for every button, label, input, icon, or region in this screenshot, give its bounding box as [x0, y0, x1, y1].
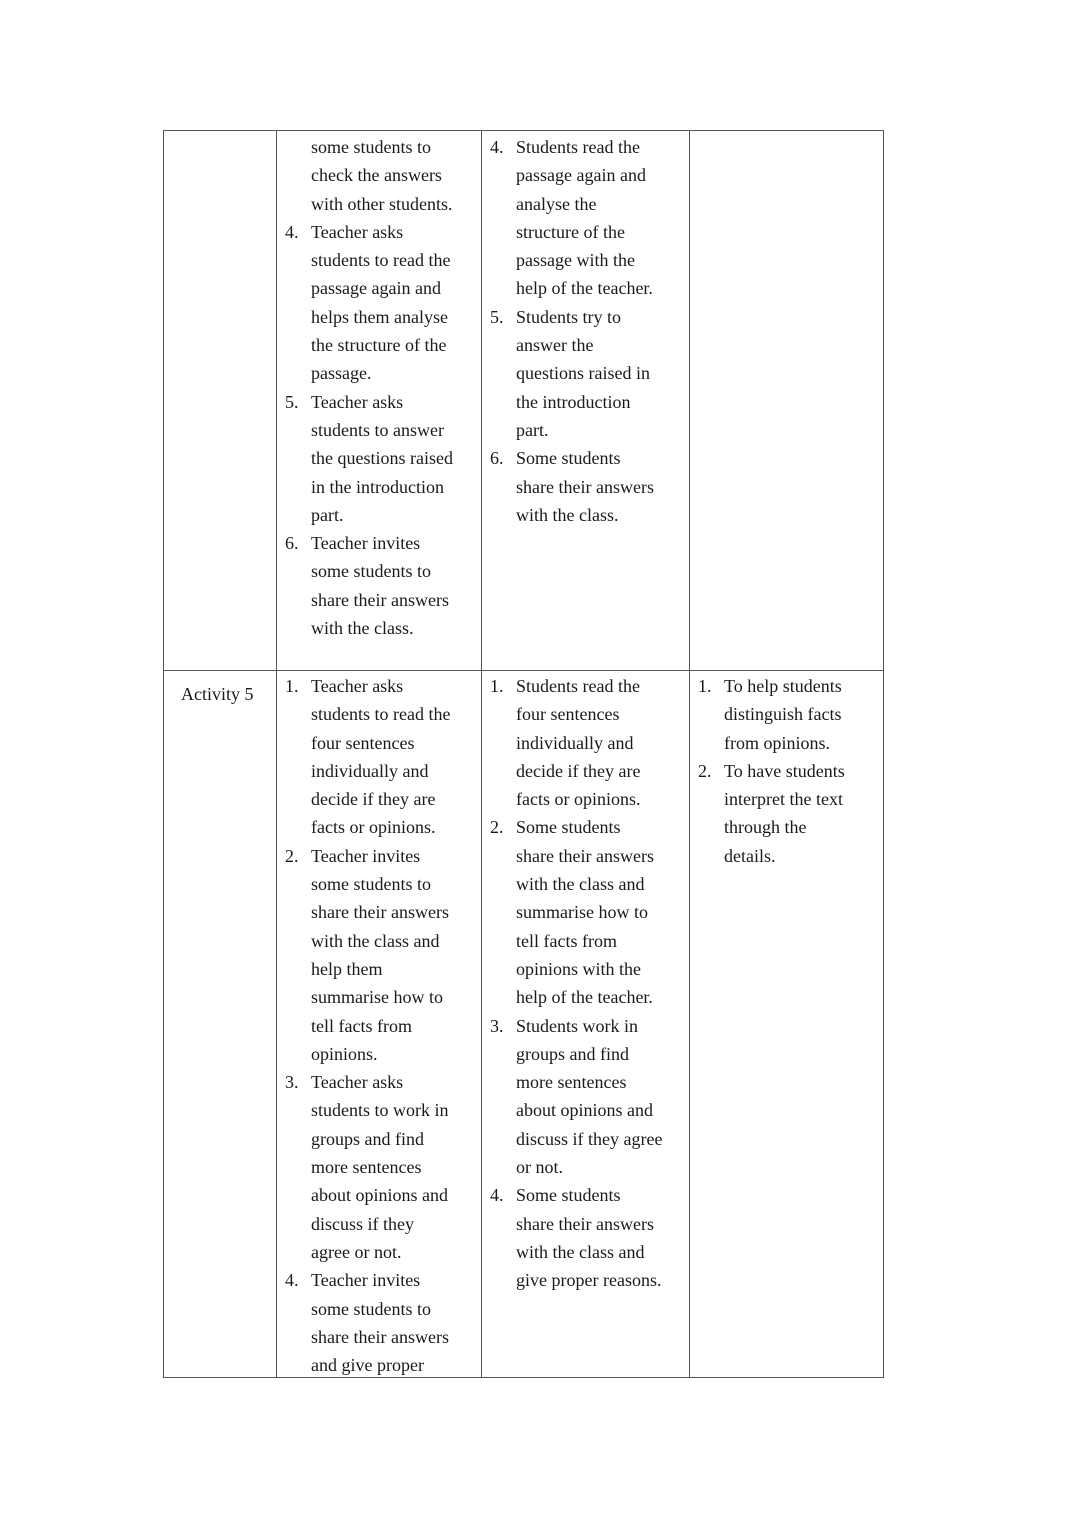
text-line: Students try to — [516, 306, 622, 327]
text-line: about opinions and — [516, 1100, 653, 1121]
list-item — [277, 842, 481, 1068]
text-line: some students to — [311, 1298, 431, 1319]
text-line: structure of the — [516, 221, 625, 242]
text-line: Teacher asks — [311, 221, 404, 242]
text-line: share their answers — [311, 1326, 449, 1347]
row-1-students-cell — [482, 133, 689, 529]
text-line: the introduction — [516, 391, 631, 412]
text-line: students to read the — [311, 704, 451, 725]
text-line: Teacher asks — [311, 676, 404, 696]
text-line: To help students — [724, 676, 842, 696]
list-item-text — [516, 1012, 689, 1182]
text-line: students to work in — [311, 1100, 449, 1121]
text-line: facts or opinions. — [516, 789, 641, 810]
text-line: facts or opinions. — [311, 817, 436, 838]
text-line: Teacher invites — [311, 845, 421, 866]
text-line: Students read the — [516, 676, 640, 696]
text-line: questions raised in — [516, 363, 650, 384]
text-line: about opinions and — [311, 1185, 448, 1206]
list-item-text — [516, 303, 689, 444]
text-line: Students work in — [516, 1015, 639, 1036]
text-line: with the class and — [311, 930, 440, 951]
text-line: tell facts from — [516, 930, 617, 951]
text-line: through the — [724, 817, 807, 838]
text-line: the questions raised — [311, 448, 453, 469]
text-line: part. — [311, 504, 344, 525]
list-item-text — [516, 672, 689, 813]
list-item-text — [311, 388, 481, 529]
text-line: in the introduction — [311, 476, 444, 497]
text-line: part. — [516, 419, 549, 440]
text-line: summarise how to — [516, 902, 648, 923]
text-line: share their answers — [516, 1213, 654, 1234]
text-line: agree or not. — [311, 1241, 402, 1262]
list-item-number: 1. — [698, 676, 712, 696]
list-item — [277, 672, 481, 842]
row-2-purpose-cell — [690, 672, 884, 870]
row-2-students-cell — [482, 672, 689, 1295]
text-line: Students read the — [516, 137, 640, 157]
text-line: distinguish facts — [724, 704, 842, 725]
text-line: help them — [311, 958, 383, 979]
text-line: more sentences — [311, 1157, 422, 1178]
list-item-number: 2. — [698, 760, 712, 781]
text-line: and give proper — [311, 1355, 424, 1376]
list-item-number: 4. — [285, 221, 299, 242]
list-item-text — [516, 1181, 689, 1294]
list-item-text — [311, 529, 481, 642]
numbered-list — [482, 133, 689, 529]
text-line: individually and — [311, 760, 429, 781]
list-item — [277, 218, 481, 388]
text-line: with the class. — [516, 504, 619, 525]
numbered-list — [690, 672, 884, 870]
text-line: four sentences — [311, 732, 415, 753]
text-line: four sentences — [516, 704, 620, 725]
text-line: with the class. — [311, 618, 414, 639]
list-item — [277, 388, 481, 529]
text-line: some students to — [311, 874, 431, 895]
list-item-text — [724, 757, 884, 870]
text-line: or not. — [516, 1157, 563, 1178]
list-item-number: 3. — [490, 1015, 504, 1036]
row-divider — [164, 670, 883, 671]
list-item-number: 2. — [490, 817, 504, 838]
numbered-list — [277, 672, 481, 1379]
text-line: students to answer — [311, 419, 444, 440]
text-line: share their answers — [311, 589, 449, 610]
list-item-text — [311, 133, 481, 218]
text-line: decide if they are — [311, 789, 436, 810]
list-item — [482, 303, 689, 444]
list-item-number: 1. — [285, 676, 299, 696]
list-item — [277, 1266, 481, 1379]
list-item-text — [311, 842, 481, 1068]
text-line: Some students — [516, 1185, 621, 1206]
text-line: Teacher invites — [311, 1270, 421, 1291]
text-line: analyse the — [516, 193, 597, 214]
text-line: share their answers — [516, 845, 654, 866]
list-item-number: 1. — [490, 676, 504, 696]
text-line: tell facts from — [311, 1015, 412, 1036]
list-item — [482, 813, 689, 1011]
list-item — [482, 444, 689, 529]
list-item-number: 6. — [285, 533, 299, 554]
text-line: opinions with the — [516, 958, 641, 979]
activity-table — [163, 130, 884, 1378]
text-line: To have students — [724, 760, 845, 781]
list-item-number: 2. — [285, 845, 299, 866]
text-line: interpret the text — [724, 789, 843, 810]
text-line: passage again and — [516, 165, 646, 186]
list-item — [277, 529, 481, 642]
text-line: some students to — [311, 561, 431, 582]
text-line: some students to — [311, 137, 431, 157]
list-item-number: 4. — [490, 1185, 504, 1206]
list-item-number: 5. — [285, 391, 299, 412]
text-line: check the answers — [311, 165, 442, 186]
list-item-number: 4. — [285, 1270, 299, 1291]
text-line: passage again and — [311, 278, 441, 299]
list-item-text — [516, 133, 689, 303]
list-item — [277, 133, 481, 218]
list-item-text — [516, 444, 689, 529]
text-line: groups and find — [311, 1128, 424, 1149]
text-line: give proper reasons. — [516, 1270, 662, 1291]
text-line: more sentences — [516, 1072, 627, 1093]
list-item-number: 5. — [490, 306, 504, 327]
list-item-number: 4. — [490, 137, 504, 157]
numbered-list — [482, 672, 689, 1295]
text-line: groups and find — [516, 1043, 629, 1064]
text-line: individually and — [516, 732, 634, 753]
text-line: help of the teacher. — [516, 278, 653, 299]
list-item — [482, 672, 689, 813]
numbered-list — [277, 133, 481, 642]
list-item-number: 6. — [490, 448, 504, 469]
text-line: from opinions. — [724, 732, 830, 753]
list-item — [482, 1181, 689, 1294]
text-line: with the class and — [516, 874, 645, 895]
list-item — [482, 133, 689, 303]
list-item-number: 3. — [285, 1072, 299, 1093]
text-line: opinions. — [311, 1043, 378, 1064]
text-line: passage with the — [516, 250, 635, 271]
text-line: share their answers — [311, 902, 449, 923]
text-line: passage. — [311, 363, 372, 384]
list-item — [277, 1068, 481, 1266]
text-line: with the class and — [516, 1241, 645, 1262]
list-item-text — [311, 218, 481, 388]
list-item — [482, 1012, 689, 1182]
text-line: helps them analyse — [311, 306, 448, 327]
text-line: Teacher asks — [311, 1072, 404, 1093]
text-line: discuss if they — [311, 1213, 414, 1234]
text-line: discuss if they agree — [516, 1128, 663, 1149]
text-line: share their answers — [516, 476, 654, 497]
list-item-text — [516, 813, 689, 1011]
text-line: help of the teacher. — [516, 987, 653, 1008]
text-line: with other students. — [311, 193, 453, 214]
row-1-teacher-cell — [277, 133, 481, 642]
text-line: Teacher invites — [311, 533, 421, 554]
text-line: answer the — [516, 335, 594, 356]
activity-label: Activity 5 — [181, 684, 254, 704]
list-item-text — [724, 672, 884, 757]
text-line: Some students — [516, 448, 621, 469]
text-line: Some students — [516, 817, 621, 838]
row-2-teacher-cell — [277, 672, 481, 1379]
text-line: summarise how to — [311, 987, 443, 1008]
text-line: the structure of the — [311, 335, 447, 356]
list-item-text — [311, 672, 481, 842]
list-item — [690, 672, 884, 757]
text-line: decide if they are — [516, 760, 641, 781]
list-item — [690, 757, 884, 870]
list-item-text — [311, 1266, 481, 1379]
text-line: Teacher asks — [311, 391, 404, 412]
text-line: details. — [724, 845, 776, 866]
list-item-text — [311, 1068, 481, 1266]
text-line: students to read the — [311, 250, 451, 271]
